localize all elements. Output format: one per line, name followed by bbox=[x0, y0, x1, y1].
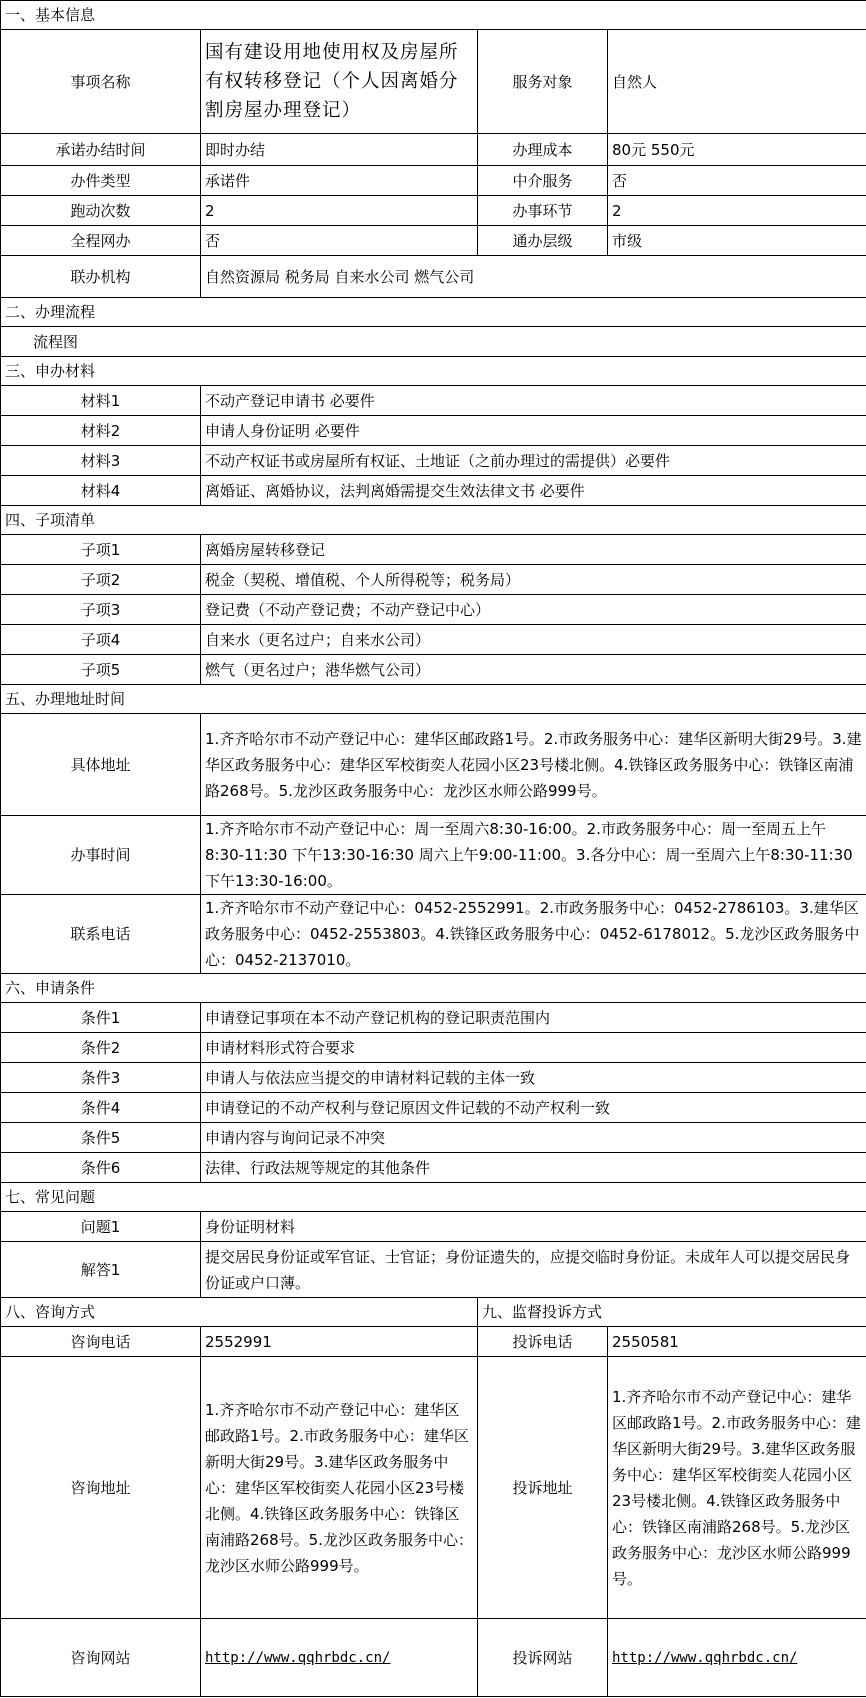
material-value: 不动产权证书或房屋所有权证、土地证（之前办理过的需提供）必要件 bbox=[201, 446, 866, 476]
promise-time-label: 承诺办结时间 bbox=[1, 134, 201, 166]
table-row bbox=[1, 895, 866, 974]
subitem-label: 子项2 bbox=[1, 565, 201, 595]
hours-label: 办事时间 bbox=[1, 816, 201, 895]
table-row bbox=[1, 1242, 866, 1298]
online-label: 全程网办 bbox=[1, 226, 201, 256]
table-row bbox=[1, 1619, 866, 1697]
material-label: 材料3 bbox=[1, 446, 201, 476]
table-row bbox=[1, 1153, 866, 1183]
material-value: 申请人身份证明 必要件 bbox=[201, 416, 866, 446]
section-header-subitems bbox=[1, 506, 866, 535]
subitem-value: 燃气（更名过户；港华燃气公司） bbox=[201, 655, 866, 685]
consult-address-value: 1.齐齐哈尔市不动产登记中心：建华区邮政路1号。2.市政务服务中心：建华区新明大街29号。3.建华区政务服务中心：建华区军校街奕人花园小区23号楼北侧。4.铁锋区政务服务中心：铁锋区南浦路268号。5.龙沙区政务服务中心：龙沙区水师公路999号。 bbox=[201, 1357, 478, 1619]
agency-label: 中介服务 bbox=[478, 166, 608, 196]
consult-website-label: 咨询网站 bbox=[1, 1619, 201, 1697]
consult-phone-label: 咨询电话 bbox=[1, 1327, 201, 1357]
item-name-value: 国有建设用地使用权及房屋所有权转移登记（个人因离婚分割房屋办理登记） bbox=[201, 30, 478, 134]
table-row bbox=[1, 1003, 866, 1033]
condition-value: 申请登记的不动产权利与登记原因文件记载的不动产权利一致 bbox=[201, 1093, 866, 1123]
section-title-supervise: 九、监督投诉方式 bbox=[478, 1298, 866, 1327]
material-label: 材料4 bbox=[1, 476, 201, 506]
consult-address-label: 咨询地址 bbox=[1, 1357, 201, 1619]
table-row bbox=[1, 1033, 866, 1063]
question-value: 身份证明材料 bbox=[201, 1212, 866, 1242]
service-target-label: 服务对象 bbox=[478, 30, 608, 134]
condition-label: 条件2 bbox=[1, 1033, 201, 1063]
table-row bbox=[1, 816, 866, 895]
section-header-materials bbox=[1, 357, 866, 386]
table-row bbox=[1, 30, 866, 134]
condition-label: 条件5 bbox=[1, 1123, 201, 1153]
condition-value: 申请人与依法应当提交的申请材料记载的主体一致 bbox=[201, 1063, 866, 1093]
type-label: 办件类型 bbox=[1, 166, 201, 196]
cost-label: 办理成本 bbox=[478, 134, 608, 166]
table-row bbox=[1, 226, 866, 256]
table-row bbox=[1, 1327, 866, 1357]
condition-value: 申请内容与询问记录不冲突 bbox=[201, 1123, 866, 1153]
cost-value: 80元 550元 bbox=[608, 134, 866, 166]
type-value: 承诺件 bbox=[201, 166, 478, 196]
table-row bbox=[1, 535, 866, 565]
promise-time-value: 即时办结 bbox=[201, 134, 478, 166]
section-header-basic bbox=[1, 1, 866, 30]
service-target-value: 自然人 bbox=[608, 30, 866, 134]
table-row bbox=[1, 714, 866, 816]
section-header-consult-supervise bbox=[1, 1298, 866, 1327]
subitem-label: 子项4 bbox=[1, 625, 201, 655]
condition-value: 申请材料形式符合要求 bbox=[201, 1033, 866, 1063]
table-row bbox=[1, 1212, 866, 1242]
table-row bbox=[1, 565, 866, 595]
table-row bbox=[1, 416, 866, 446]
complaint-address-value: 1.齐齐哈尔市不动产登记中心：建华区邮政路1号。2.市政务服务中心：建华区新明大街29号。3.建华区政务服务中心：建华区军校街奕人花园小区23号楼北侧。4.铁锋区政务服务中心：铁锋区南浦路268号。5.龙沙区政务服务中心：龙沙区水师公路999号。 bbox=[608, 1357, 866, 1619]
table-row bbox=[1, 1123, 866, 1153]
section-header-process bbox=[1, 298, 866, 327]
level-value: 市级 bbox=[608, 226, 866, 256]
section-title: 五、办理地址时间 bbox=[1, 685, 866, 714]
section-title: 二、办理流程 bbox=[1, 298, 866, 327]
table-row bbox=[1, 386, 866, 416]
answer-label: 解答1 bbox=[1, 1242, 201, 1298]
visits-label: 跑动次数 bbox=[1, 196, 201, 226]
consult-website-link[interactable]: http://www.qqhrbdc.cn/ bbox=[205, 1650, 391, 1666]
table-row bbox=[1, 327, 866, 357]
phone-value: 1.齐齐哈尔市不动产登记中心：0452-2552991。2.市政务服务中心：0452-2786103。3.建华区政务服务中心：0452-2553803。4.铁锋区政务服务中心：0452-6178012。5.龙沙区政务服务中心：0452-2137010。 bbox=[201, 895, 866, 974]
section-title: 七、常见问题 bbox=[1, 1183, 866, 1212]
answer-value: 提交居民身份证或军官证、士官证；身份证遗失的，应提交临时身份证。未成年人可以提交居民身份证或户口薄。 bbox=[201, 1242, 866, 1298]
table-row bbox=[1, 476, 866, 506]
online-value: 否 bbox=[201, 226, 478, 256]
item-name-label: 事项名称 bbox=[1, 30, 201, 134]
visits-value: 2 bbox=[201, 196, 478, 226]
complaint-website-cell bbox=[608, 1619, 866, 1697]
table-row bbox=[1, 446, 866, 476]
subitem-value: 登记费（不动产登记费；不动产登记中心） bbox=[201, 595, 866, 625]
table-row bbox=[1, 196, 866, 226]
material-value: 不动产登记申请书 必要件 bbox=[201, 386, 866, 416]
subitem-value: 税金（契税、增值税、个人所得税等；税务局） bbox=[201, 565, 866, 595]
table-row bbox=[1, 655, 866, 685]
table-row bbox=[1, 134, 866, 166]
section-header-faq bbox=[1, 1183, 866, 1212]
address-label: 具体地址 bbox=[1, 714, 201, 816]
condition-label: 条件3 bbox=[1, 1063, 201, 1093]
subitem-value: 离婚房屋转移登记 bbox=[201, 535, 866, 565]
table-row bbox=[1, 256, 866, 298]
condition-label: 条件6 bbox=[1, 1153, 201, 1183]
condition-label: 条件4 bbox=[1, 1093, 201, 1123]
table-row bbox=[1, 1063, 866, 1093]
condition-value: 申请登记事项在本不动产登记机构的登记职责范围内 bbox=[201, 1003, 866, 1033]
level-label: 通办层级 bbox=[478, 226, 608, 256]
steps-value: 2 bbox=[608, 196, 866, 226]
section-title: 一、基本信息 bbox=[1, 1, 866, 30]
question-label: 问题1 bbox=[1, 1212, 201, 1242]
complaint-address-label: 投诉地址 bbox=[478, 1357, 608, 1619]
table-row bbox=[1, 595, 866, 625]
hours-value: 1.齐齐哈尔市不动产登记中心：周一至周六8:30-16:00。2.市政务服务中心：周一至周五上午8:30-11:30 下午13:30-16:30 周六上午9:00-11:00。3.各分中心：周一至周六上午8:30-11:30 下午13:30-16:00。 bbox=[201, 816, 866, 895]
section-title: 六、申请条件 bbox=[1, 974, 866, 1003]
flowchart-label: 流程图 bbox=[1, 327, 866, 357]
table-row bbox=[1, 1357, 866, 1619]
section-title: 三、申办材料 bbox=[1, 357, 866, 386]
section-title-consult: 八、咨询方式 bbox=[1, 1298, 478, 1327]
complaint-website-label: 投诉网站 bbox=[478, 1619, 608, 1697]
complaint-phone-label: 投诉电话 bbox=[478, 1327, 608, 1357]
consult-website-cell bbox=[201, 1619, 478, 1697]
table-row bbox=[1, 625, 866, 655]
section-header-address-time bbox=[1, 685, 866, 714]
subitem-value: 自来水（更名过户；自来水公司） bbox=[201, 625, 866, 655]
condition-label: 条件1 bbox=[1, 1003, 201, 1033]
complaint-website-link[interactable]: http://www.qqhrbdc.cn/ bbox=[612, 1650, 798, 1666]
section-title: 四、子项清单 bbox=[1, 506, 866, 535]
agency-value: 否 bbox=[608, 166, 866, 196]
address-value: 1.齐齐哈尔市不动产登记中心：建华区邮政路1号。2.市政务服务中心：建华区新明大街29号。3.建华区政务服务中心：建华区军校街奕人花园小区23号楼北侧。4.铁锋区政务服务中心：铁锋区南浦路268号。5.龙沙区政务服务中心：龙沙区水师公路999号。 bbox=[201, 714, 866, 816]
joint-agency-label: 联办机构 bbox=[1, 256, 201, 298]
material-value: 离婚证、离婚协议，法判离婚需提交生效法律文书 必要件 bbox=[201, 476, 866, 506]
phone-label: 联系电话 bbox=[1, 895, 201, 974]
table-row bbox=[1, 166, 866, 196]
material-label: 材料2 bbox=[1, 416, 201, 446]
condition-value: 法律、行政法规等规定的其他条件 bbox=[201, 1153, 866, 1183]
material-label: 材料1 bbox=[1, 386, 201, 416]
complaint-phone-value: 2550581 bbox=[608, 1327, 866, 1357]
subitem-label: 子项1 bbox=[1, 535, 201, 565]
joint-agency-value: 自然资源局 税务局 自来水公司 燃气公司 bbox=[201, 256, 866, 298]
subitem-label: 子项3 bbox=[1, 595, 201, 625]
subitem-label: 子项5 bbox=[1, 655, 201, 685]
steps-label: 办事环节 bbox=[478, 196, 608, 226]
table-row bbox=[1, 1093, 866, 1123]
consult-phone-value: 2552991 bbox=[201, 1327, 478, 1357]
section-header-conditions bbox=[1, 974, 866, 1003]
